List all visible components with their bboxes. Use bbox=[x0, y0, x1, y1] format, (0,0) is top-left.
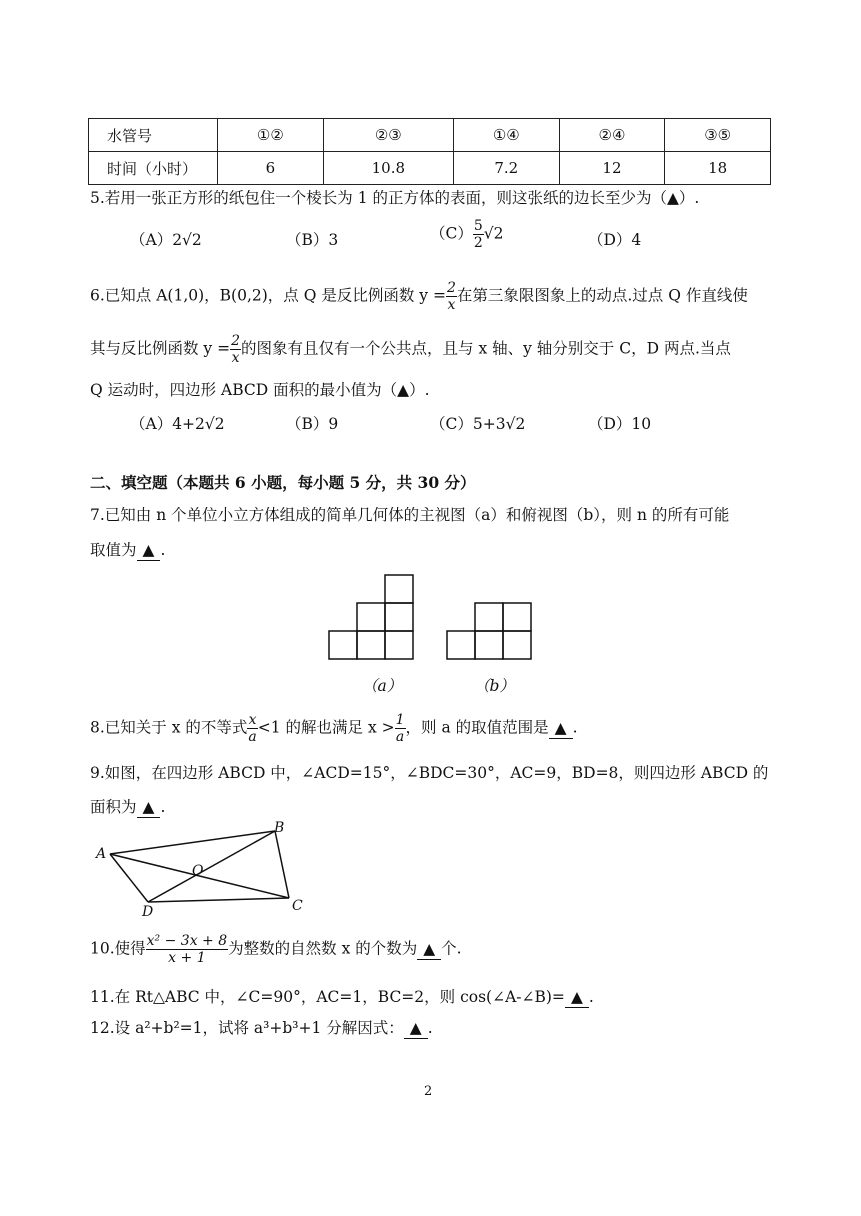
table-header-cell: ②④ bbox=[559, 119, 665, 152]
table-cell: 6 bbox=[218, 152, 324, 185]
question-10 bbox=[90, 933, 462, 966]
vertex-label-a: A bbox=[96, 846, 107, 862]
table-cell: 18 bbox=[665, 152, 771, 185]
q6-text-segment: 在第三象限图象上的动点.过点 Q 作直线使 bbox=[456, 286, 748, 305]
point-label-o: O bbox=[192, 863, 204, 879]
question-6-line-1 bbox=[90, 280, 748, 313]
table-header-cell: ①② bbox=[218, 119, 324, 152]
table-cell: 7.2 bbox=[453, 152, 559, 185]
section-2-title: 二、填空题（本题共 6 小题，每小题 5 分，共 30 分） bbox=[90, 473, 476, 492]
q10-fraction bbox=[146, 933, 228, 966]
question-6-line-3: Q 运动时，四边形 ABCD 面积的最小值为（▲）. bbox=[90, 381, 430, 399]
q11-text-segment: 11.在 Rt△ABC 中，∠C=90°，AC=1，BC=2，则 cos(∠A-∠B)= bbox=[90, 988, 565, 1006]
question-7-line-1: 7.已知由 n 个单位小立方体组成的简单几何体的主视图（a）和俯视图（b），则 n 的所有可能 bbox=[90, 506, 730, 524]
answer-blank: ▲ bbox=[137, 797, 161, 818]
question-11: 11.在 Rt△ABC 中，∠C=90°，AC=1，BC=2，则 cos(∠A-∠B)= ▲ . bbox=[90, 988, 594, 1006]
fraction-denominator: x bbox=[231, 350, 240, 366]
q6-text-segment: 6.已知点 A(1,0)，B(0,2)，点 Q 是反比例函数 y = bbox=[90, 286, 446, 305]
q5-option-a: （A）2√2 bbox=[130, 231, 202, 249]
q6-text-segment: 其与反比例函数 y = bbox=[90, 339, 231, 358]
table-cell: 12 bbox=[559, 152, 665, 185]
q5-option-c bbox=[430, 218, 504, 251]
caption-b: （b） bbox=[474, 677, 515, 695]
answer-blank: ▲ bbox=[549, 718, 573, 739]
quadrilateral-figure bbox=[92, 818, 322, 923]
fraction-denominator: 2 bbox=[473, 235, 483, 251]
q7-text-segment: 取值为 bbox=[90, 541, 137, 559]
q9-text-segment: 面积为 bbox=[90, 798, 137, 816]
table-header-cell: 水管号 bbox=[89, 119, 218, 152]
answer-blank: ▲ bbox=[137, 540, 161, 561]
q8-fraction-x-over-a bbox=[247, 712, 257, 745]
fraction-numerator: 2 bbox=[446, 280, 456, 296]
table-row bbox=[89, 119, 771, 152]
question-9-line-1: 9.如图，在四边形 ABCD 中，∠ACD=15°，∠BDC=30°，AC=9，BD=8，则四边形 ABCD 的 bbox=[90, 764, 769, 782]
caption-a: （a） bbox=[362, 677, 403, 695]
vertex-label-c: C bbox=[292, 898, 303, 914]
q6-option-a: （A）4+2√2 bbox=[130, 415, 225, 433]
q6-option-c: （C）5+3√2 bbox=[430, 415, 526, 433]
q7-view-figures bbox=[320, 570, 550, 665]
question-7-line-2: 取值为 ▲ . bbox=[90, 541, 166, 559]
fraction-numerator: x² − 3x + 8 bbox=[146, 933, 228, 949]
fraction-numerator: 5 bbox=[473, 218, 483, 234]
vertex-label-d: D bbox=[142, 904, 154, 920]
table-header-cell: ③⑤ bbox=[665, 119, 771, 152]
question-9-line-2: 面积为 ▲ . bbox=[90, 798, 166, 816]
table-row-label: 时间（小时） bbox=[89, 152, 218, 185]
q12-text-segment: 12.设 a²+b²=1，试将 a³+b³+1 分解因式： bbox=[90, 1019, 404, 1037]
q5-option-c-radical: √2 bbox=[483, 224, 504, 243]
q5-option-c-fraction bbox=[473, 218, 484, 251]
vertex-label-b: B bbox=[274, 820, 285, 836]
question-8: 8.已知关于 x 的不等式 $\frac{x}{a}$ <1 的解也满足 x > $\frac{1}{a}$ ，则 a 的取值范围是 ▲ . bbox=[90, 712, 578, 745]
fraction-numerator: 2 bbox=[231, 333, 241, 349]
q8-text-segment: <1 的解也满足 x > bbox=[257, 718, 395, 737]
top-view-figure bbox=[447, 603, 531, 659]
table-row bbox=[89, 152, 771, 185]
segment-cd bbox=[148, 898, 289, 902]
fraction-denominator: a bbox=[395, 729, 405, 745]
question-12: 12.设 a²+b²=1，试将 a³+b³+1 分解因式： ▲ . bbox=[90, 1019, 433, 1037]
q10-text-segment: 个. bbox=[441, 939, 462, 958]
q5-option-b: （B）3 bbox=[286, 231, 339, 249]
fraction-denominator: a bbox=[248, 729, 257, 745]
answer-blank: ▲ bbox=[565, 987, 589, 1008]
fraction-numerator: 1 bbox=[395, 712, 405, 728]
answer-blank: ▲ bbox=[417, 939, 441, 960]
q8-text-segment: 8.已知关于 x 的不等式 bbox=[90, 718, 248, 737]
table-header-cell: ①④ bbox=[453, 119, 559, 152]
q8-text-segment: ，则 a 的取值范围是 bbox=[405, 718, 549, 737]
q6-option-b: （B）9 bbox=[286, 415, 339, 433]
table-header-cell: ②③ bbox=[323, 119, 453, 152]
q6-text-segment: 的图象有且仅有一个公共点，且与 x 轴、y 轴分别交于 C，D 两点.当点 bbox=[241, 339, 731, 358]
q10-text-segment: 10.使得 bbox=[90, 939, 146, 958]
fraction-denominator: x + 1 bbox=[168, 950, 206, 966]
q6-fraction bbox=[230, 333, 241, 366]
q10-text-segment: 为整数的自然数 x 的个数为 bbox=[228, 939, 418, 958]
page-number: 2 bbox=[424, 1084, 433, 1099]
fraction-denominator: x bbox=[447, 297, 456, 313]
pipe-time-table bbox=[88, 118, 771, 185]
q5-option-c-label: （C） bbox=[430, 224, 473, 243]
front-view-figure bbox=[329, 575, 413, 659]
segment-bc bbox=[275, 831, 289, 898]
table-cell: 10.8 bbox=[323, 152, 453, 185]
question-5-text: 5.若用一张正方形的纸包住一个棱长为 1 的正方体的表面，则这张纸的边长至少为（▲）. bbox=[90, 189, 700, 207]
segment-ab bbox=[110, 831, 275, 854]
q6-fraction bbox=[446, 280, 457, 313]
diagonal-bd bbox=[148, 831, 275, 902]
q6-option-d: （D）10 bbox=[588, 415, 652, 433]
question-6-line-2 bbox=[90, 333, 731, 366]
q5-option-d: （D）4 bbox=[588, 231, 642, 249]
answer-blank: ▲ bbox=[404, 1018, 428, 1039]
fraction-numerator: x bbox=[248, 712, 257, 728]
q8-fraction-1-over-a bbox=[395, 712, 406, 745]
